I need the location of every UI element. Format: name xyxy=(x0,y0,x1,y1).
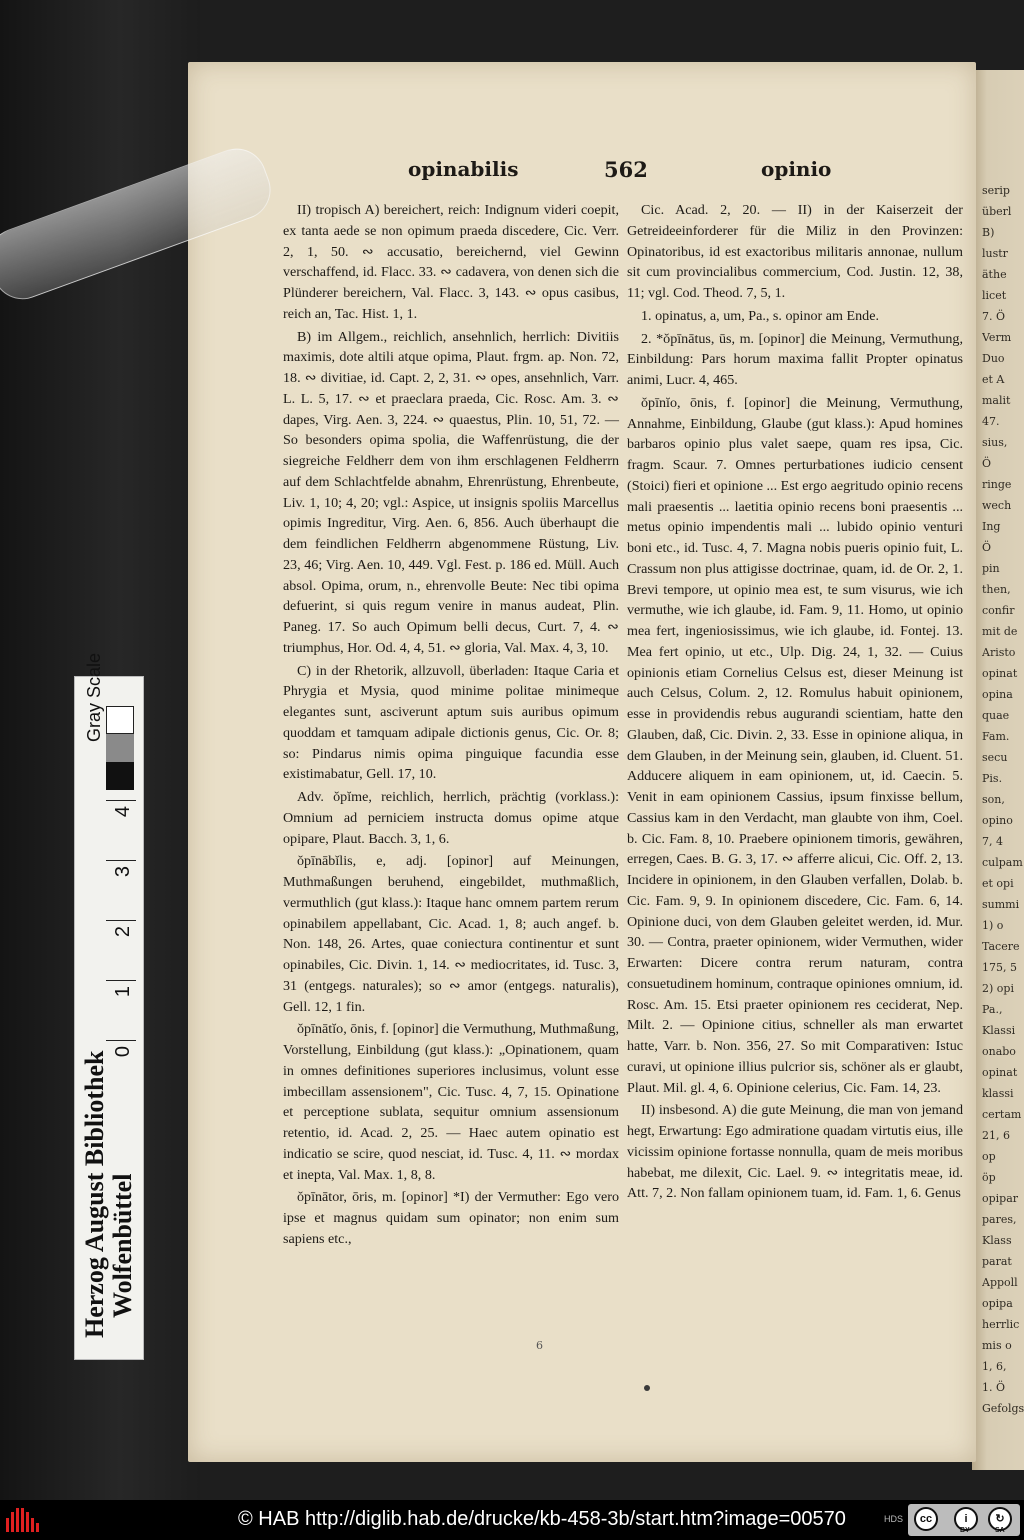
running-head-left: opinabilis xyxy=(408,157,519,181)
entry-paragraph: ŏpīnātor, ōris, m. [opinor] *I) der Vermuther: Ego vero ipse et magnus quidam sum opinator; non enim sum sapiens etc., xyxy=(283,1189,619,1247)
neighbor-fragment: et opi xyxy=(982,877,1014,890)
ruler-number: 1 xyxy=(112,985,135,998)
neighbor-fragment: 47. xyxy=(982,415,1000,428)
neighbor-fragment: herrlic xyxy=(982,1318,1020,1331)
neighbor-fragment: Gefolgs xyxy=(982,1402,1024,1415)
neighbor-page-edge xyxy=(972,70,1024,1470)
creative-commons-badge[interactable] xyxy=(908,1504,1020,1536)
ruler-number: 4 xyxy=(112,805,135,818)
neighbor-fragment: klassi xyxy=(982,1087,1014,1100)
entry-paragraph: II) tropisch A) bereichert, reich: Indignum videri coepit, ex tanta aede se non opimum praeda discedere, Cic. Verr. 2, 1, 50. ∾ accusatio, bereichernd, viel Gewinn verschaffend, id. Flacc. 33. ∾ cadavera, von denen sich die Plünderer bereichern, Val. Flacc. 3, 143. ∾ opus casibus, reich an, Tac. Hist. 1, 1. xyxy=(283,202,619,322)
neighbor-fragment: quae xyxy=(982,709,1010,722)
ruler-tick xyxy=(106,920,136,921)
neighbor-fragment: Ö xyxy=(982,541,992,554)
neighbor-fragment: confir xyxy=(982,604,1015,617)
neighbor-fragment: op xyxy=(982,1150,996,1163)
ruler-number: 3 xyxy=(112,865,135,878)
ruler-number: 0 xyxy=(112,1045,135,1058)
credit-link[interactable]: © HAB http://diglib.hab.de/drucke/kb-458-3b/start.htm?image=00570 xyxy=(238,1508,846,1530)
hab-logo-icon xyxy=(6,1508,46,1532)
sa-icon: ↻ xyxy=(988,1507,1012,1531)
entry-paragraph: II) insbesond. A) die gute Meinung, die man von jemand hegt, Erwartung: Ego admiratione quadam virtutis eius, ille vicissim opinione fortasse nonnulla, quam de meis moribus habebat, me dilexit, Cic. Lael. 9. ∾ integritatis meae, id. Att. 7, 2. Non fallam opinionem tuam, id. Fam. 1, 6. Genus xyxy=(627,1102,963,1202)
library-city: Wolfenbüttel xyxy=(108,1173,137,1318)
entry-paragraph: ŏpīnābĭlis, e, adj. [opinor] auf Meinungen, Muthmaßungen beruhend, eingebildet, muthmaßlich, vermuthlich (gut klass.): Itaque hanc omnem partem rerum opinabilem appellabant, Cic. Acad. 1, 8; auch angef. b. Non. 148, 26. Artes, quae coniectura continentur et sunt opinabiles, Cic. Divin. 1, 14. ∾ mediocritates, id. Tusc. 3, 31 (entgegs. naturales); so ∾ amor (entgegs. naturalis), Gell. 12, 1 fin. xyxy=(283,853,619,1015)
neighbor-fragment: son, xyxy=(982,793,1005,806)
neighbor-fragment: 175, 5 xyxy=(982,961,1017,974)
swatch-gray xyxy=(106,734,134,762)
swatch-black xyxy=(106,762,134,790)
entry-paragraph: B) im Allgem., reichlich, ansehnlich, herrlich: Divitiis maximis, dote altili atque opima, Plaut. frgm. ap. Non. 72, 18. ∾ divitiae, id. Capt. 2, 2, 31. ∾ opes, ansehnlich, Varr. L. L. 5, 17. ∾ et praeclara praeda, Cic. Rosc. Am. 3. ∾ dapes, Virg. Aen. 3, 224. ∾ quaestus, Plin. 10, 51, 72. — So besonders opima spolia, die Waffenrüstung, die der siegreiche Feldherr dem von ihm erschlagenen Feldherrn auf dem Schlachtfelde abnahm, Ehrenrüstung, Ehrenbeute, Liv. 1, 10; 4, 20; vgl.: Aspice, ut insignis spoliis Marcellus opimis Ingreditur, Virg. Aen. 6, 856. Auch überhaupt die dem feindlichen Feldherrn abgenommene Rüstung, Liv. 23, 46; Virg. Aen. 10, 449. Vgl. Fest. p. 186 ed. Müll. Auch absol. Opima, orum, n., ehrenvolle Beute: Nec tibi opima defuerint, si quis regum venire in manus audeat, Plin. Paneg. 17. So auch Opimum belli decus, Curt. 7, 4. ∾ triumphus, Hor. Od. 4, 4, 51. ∾ gloria, Val. Max. 4, 3, 10. xyxy=(283,328,619,656)
neighbor-fragment: Appoll xyxy=(982,1276,1018,1289)
neighbor-fragment: Tacere xyxy=(982,940,1020,953)
footer-bar xyxy=(0,1500,1024,1540)
gray-scale-label: Gray Scale xyxy=(84,652,104,742)
neighbor-fragment: ringe xyxy=(982,478,1012,491)
ink-dot xyxy=(644,1385,650,1391)
neighbor-fragment: Verm xyxy=(982,331,1012,344)
entry-paragraph: ŏpīnĭo, ōnis, f. [opinor] die Meinung, Vermuthung, Annahme, Einbildung, Glaube (gut klass.): Apud homines barbaros opinio plus valet saepe, quam res ipsa, Cic. fragm. Scaur. 7. Omnes perturbationes iudicio censent (Stoici) fieri et opinione ... Est ergo aegritudo opinio recens mali praesentis ... laetitia opinio recens boni praesentis ... metus opinio impendentis mali ... lubido opinio venturi boni etc., id. Tusc. 4, 7. Magna nobis pueris opinio fuit, L. Crassum non plus attigisse doctrinae, quam, id. de Or. 2, 1. Brevi tempore, ut opinio mea est, te sum visurus, wie ich vermuthe, wie ich glaube, id. Fam. 9, 11. Homo, ut opinio mea fert, ingeniosissimus, wie ich glaube, id. Fontej. 13. Mea fert opinio, ut etc., Ulp. Dig. 24, 1, 32. — Cuius opinionis etiam Cornelius Celsus est, dieser Meinung ist auch Celsus, Colum. 2, 12. Romulus habuit opinionem, esse in providendis rebus augurandi scientiam, hatte den Glauben, daß, Cic. Divin. 2, 33. Esse in opinione aliqua, in dem Glauben, in der Meinung sein, glauben, id. Cluent. 51. Adducere aliquem in eam opinionem, ut, id. Caecin. 5. Venit in eam opinionem Cassius, ipsum finxisse bellum, Cassius kam in den Verdacht, man glaubte von ihm, Coel. b. Cic. Fam. 8, 10. Praebere opinionem timoris, gewähren, erregen, Caes. B. G. 3, 17. ∾ afferre alicui, Cic. Off. 2, 13. Incidere in opinionem, in den Glauben verfallen, Dolab. b. Cic. Fam. 9, 9. In opinionem discedere, Cic. Fam. 6, 14. Opinione duci, von dem Glauben geleitet werden, id. Mur. 30. — Contra, praeter opinionem, wider Vermuthen, wider Erwarten: Dicere contra rerum naturam, contra consuetudinem hominum, contraque opiniones omnium, id. Rosc. Am. 15. Etsi praeter opinionem res ceciderat, Nep. Milt. 2. — Opinione citius, schneller als man erwartet hatte, Varr. b. Non. 356, 27. So mit Comparativen: Istuc curavi, ut opinione illius pulcrior sis, schöner als er glaubt, Plaut. Mil. gl. 4, 6. Opinione celerius, Cic. Fam. 14, 23. xyxy=(627,394,963,1096)
neighbor-fragment: et A xyxy=(982,373,1005,386)
neighbor-fragment: opinat xyxy=(982,1066,1018,1079)
entry-paragraph: 1. opinatus, a, um, Pa., s. opinor am Ende. xyxy=(641,307,879,324)
neighbor-fragment: summi xyxy=(982,898,1020,911)
entry-paragraph: C) in der Rhetorik, allzuvoll, überladen: Itaque Caria et Phrygia et Mysia, quod minime politae minimeque elegantes sunt, asciverunt aptum suis auribus opimum quoddam et tamquam adipale dictionis genus, Cic. Or. 8; so: Pindarus nimis opima pinguique facundia esse existimabatur, Gell. 17, 10. xyxy=(283,662,619,783)
neighbor-fragment: Klassi xyxy=(982,1024,1016,1037)
neighbor-fragment: überl xyxy=(982,205,1012,218)
neighbor-fragment: pares, xyxy=(982,1213,1017,1226)
neighbor-fragment: Ing xyxy=(982,520,1001,533)
neighbor-fragment: then, xyxy=(982,583,1011,596)
neighbor-fragment: mit de xyxy=(982,625,1018,638)
neighbor-fragment: 1, 6, xyxy=(982,1360,1007,1373)
right-column xyxy=(627,200,963,1206)
neighbor-fragment: culpam xyxy=(982,856,1023,869)
neighbor-fragment: 21, 6 xyxy=(982,1129,1010,1142)
neighbor-fragment: opino xyxy=(982,814,1013,827)
neighbor-fragment: lustr xyxy=(982,247,1008,260)
page-footer-mark: 6 xyxy=(536,1339,543,1352)
by-label: BY xyxy=(960,1527,970,1534)
sa-label: SA xyxy=(995,1527,1005,1534)
neighbor-fragment: Ö xyxy=(982,457,992,470)
neighbor-fragment: opinat xyxy=(982,667,1018,680)
neighbor-fragment: opipar xyxy=(982,1192,1019,1205)
ruler-number: 2 xyxy=(112,925,135,938)
neighbor-fragment: Duo xyxy=(982,352,1005,365)
neighbor-fragment: äthe xyxy=(982,268,1007,281)
neighbor-fragment: mis o xyxy=(982,1339,1012,1352)
ruler-tick xyxy=(106,860,136,861)
left-column xyxy=(283,200,619,1252)
neighbor-fragment: serip xyxy=(982,184,1010,197)
neighbor-fragment: opina xyxy=(982,688,1013,701)
neighbor-fragment: 1) o xyxy=(982,919,1004,932)
neighbor-fragment: 7, 4 xyxy=(982,835,1003,848)
by-icon: i xyxy=(954,1507,978,1531)
entry-paragraph: ŏpīnātĭo, ōnis, f. [opinor] die Vermuthung, Muthmaßung, Vorstellung, Einbildung (gut klass.): „Opinationem, quam in omnes definitiones superiores inclusimus, volunt esse imbecillam assensionem", Cic. Tusc. 4, 7, 15. Opinatione et perceptione sublata, sequitur omnium assensionum retentio, id. Acad. 2, 25. — Haec autem opinatio est indicatio se scire, quod nesciat, id. Tusc. 4, 11. ∾ mordax et inepta, Val. Max. 1, 8, 8. xyxy=(283,1021,619,1183)
neighbor-fragment: malit xyxy=(982,394,1011,407)
entry-paragraph: 2. *ŏpīnātus, ūs, m. [opinor] die Meinung, Vermuthung, Einbildung: Pars horum maxima fallit Propter opinatus animi, Lucr. 4, 465. xyxy=(627,330,963,388)
neighbor-fragment: B) xyxy=(982,226,995,239)
entry-paragraph: Adv. ŏpĭme, reichlich, herrlich, prächtig (vorklass.): Omnium ad perniciem instructa domus opime atque opipare, Plaut. Bacch. 3, 1, 6. xyxy=(283,789,619,847)
entry-paragraph: Cic. Acad. 2, 20. — II) in der Kaiserzeit der Getreideeinforderer für die Miliz in den Provinzen: Opinatoribus, id est exactoribus militaris annonae, nullum sit cum provincialibus commercium, Cod. Justin. 12, 38, 11; vgl. Cod. Theod. 7, 5, 1. xyxy=(627,202,963,301)
ruler-tick xyxy=(106,800,136,801)
neighbor-fragment: Fam. xyxy=(982,730,1010,743)
neighbor-fragment: 1. Ö xyxy=(982,1381,1006,1394)
hds-mark: HDS xyxy=(884,1514,904,1524)
neighbor-fragment: Pa., xyxy=(982,1003,1003,1016)
neighbor-fragment: licet xyxy=(982,289,1007,302)
ruler-tick xyxy=(106,980,136,981)
neighbor-fragments xyxy=(982,180,1024,1419)
neighbor-fragment: 7. Ö xyxy=(982,310,1006,323)
neighbor-fragment: Pis. xyxy=(982,772,1003,785)
neighbor-fragment: sius, xyxy=(982,436,1008,449)
neighbor-fragment: secu xyxy=(982,751,1008,764)
neighbor-fragment: 2) opi xyxy=(982,982,1014,995)
page-number: 562 xyxy=(604,157,648,182)
neighbor-fragment: pin xyxy=(982,562,1000,575)
running-head-right: opinio xyxy=(761,157,832,181)
neighbor-fragment: opipa xyxy=(982,1297,1013,1310)
cc-icon: cc xyxy=(914,1507,938,1531)
neighbor-fragment: wech xyxy=(982,499,1012,512)
neighbor-fragment: öp xyxy=(982,1171,996,1184)
neighbor-fragment: onabo xyxy=(982,1045,1016,1058)
library-name: Herzog August Bibliothek xyxy=(80,1050,109,1338)
swatch-white xyxy=(106,706,134,734)
ruler-tick xyxy=(106,1040,136,1041)
neighbor-fragment: parat xyxy=(982,1255,1012,1268)
neighbor-fragment: Aristo xyxy=(982,646,1016,659)
gray-swatches xyxy=(106,706,134,790)
neighbor-fragment: Klass xyxy=(982,1234,1012,1247)
neighbor-fragment: certam xyxy=(982,1108,1022,1121)
